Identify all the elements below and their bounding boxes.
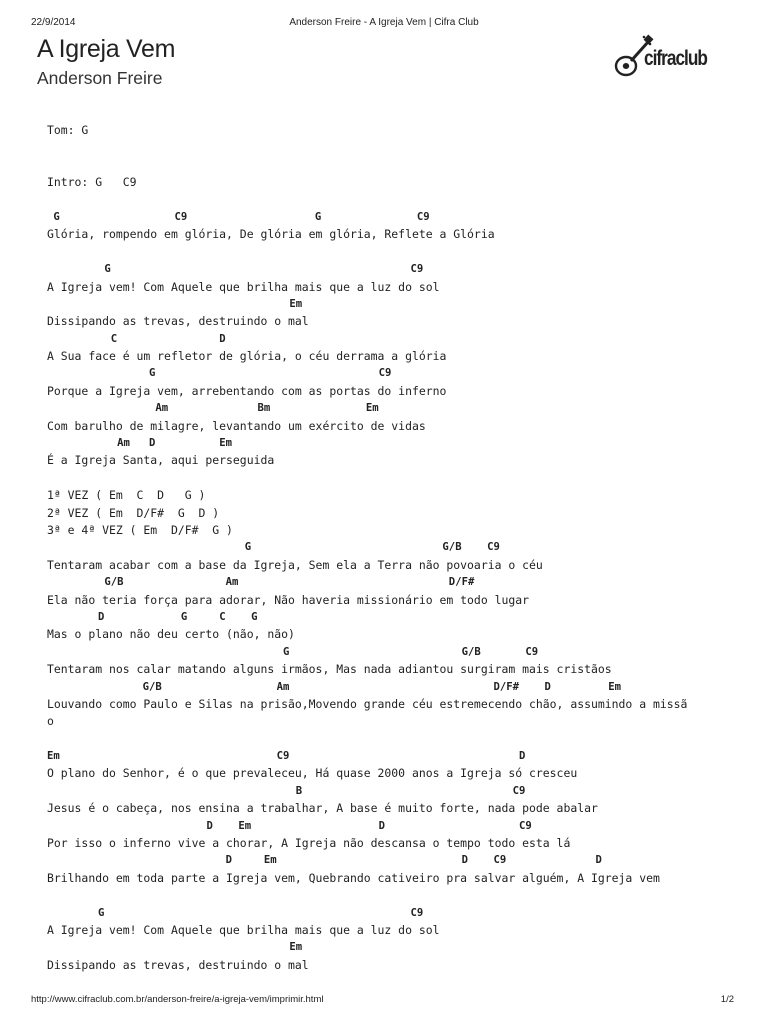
lyric-line: o: [47, 714, 54, 729]
chord-line: B C9: [47, 784, 526, 797]
lyric-line: A Igreja vem! Com Aquele que brilha mais que a luz do sol: [47, 279, 440, 294]
blank-line: [47, 157, 737, 174]
lyric-line: Intro: G C9: [47, 175, 137, 190]
lyric-line: Louvando como Paulo e Silas na prisão,Movendo grande céu estremecendo chão, assumindo a missã: [47, 696, 688, 711]
print-date: 22/9/2014: [31, 17, 76, 28]
footer-url[interactable]: http://www.cifraclub.com.br/anderson-freire/a-igreja-vem/imprimir.html: [31, 994, 324, 1005]
blank-line: [47, 470, 737, 487]
lyric-line: A Igreja vem! Com Aquele que brilha mais que a luz do sol: [47, 922, 440, 937]
chord-line: G C9 G C9: [47, 210, 430, 223]
chord-line: G/B Am D/F# D Em: [47, 680, 622, 693]
blank-line: [47, 139, 737, 156]
logo-wordmark: cifraclub: [644, 47, 707, 70]
chord-line: Em: [47, 297, 303, 310]
chord-line: Am D Em: [47, 437, 232, 450]
chord-line: G/B Am D/F#: [47, 576, 475, 589]
chord-line: Em: [47, 941, 303, 954]
lyric-line: 3ª e 4ª VEZ ( Em D/F# G ): [47, 522, 233, 537]
lyric-line: Porque a Igreja vem, arrebentando com as portas do inferno: [47, 383, 447, 398]
chord-line: G G/B C9: [47, 541, 500, 554]
chord-line: G C9: [47, 906, 424, 919]
lyric-line: Glória, rompendo em glória, De glória em glória, Reflete a Glória: [47, 227, 495, 242]
cifraclub-logo[interactable]: [614, 34, 726, 80]
chord-line: Am Bm Em: [47, 402, 379, 415]
chord-sheet: [47, 122, 737, 974]
lyric-line: A Sua face é um refletor de glória, o céu derrama a glória: [47, 349, 447, 364]
chord-line: C D: [47, 332, 226, 345]
blank-line: [47, 192, 737, 209]
lyric-line: 2ª VEZ ( Em D/F# G D ): [47, 505, 220, 520]
lyric-line: Dissipando as trevas, destruindo o mal: [47, 957, 309, 972]
song-artist: Anderson Freire: [37, 68, 163, 88]
chord-line: G C9: [47, 367, 392, 380]
lyric-line: Com barulho de milagre, levantando um exército de vidas: [47, 418, 426, 433]
lyric-line: É a Igreja Santa, aqui perseguida: [47, 453, 275, 468]
lyric-line: Por isso o inferno vive a chorar, A Igreja não descansa o tempo todo esta lá: [47, 836, 571, 851]
chord-line: D G C G: [47, 610, 258, 623]
chord-line: Em C9 D: [47, 750, 526, 763]
lyric-line: Jesus é o cabeça, nos ensina a trabalhar, A base é muito forte, nada pode abalar: [47, 801, 598, 816]
footer-page-number: 1/2: [720, 994, 734, 1005]
song-title: A Igreja Vem: [37, 35, 176, 63]
lyric-line: O plano do Senhor, é o que prevaleceu, Há quase 2000 anos a Igreja só cresceu: [47, 766, 578, 781]
lyric-line: Tom: G: [47, 123, 89, 137]
lyric-line: Ela não teria força para adorar, Não haveria missionário em todo lugar: [47, 592, 530, 607]
lyric-line: Tentaram nos calar matando alguns irmãos, Mas nada adiantou surgiram mais cristãos: [47, 662, 612, 677]
lyric-line: 1ª VEZ ( Em C D G ): [47, 488, 206, 503]
lyric-line: Tentaram acabar com a base da Igreja, Sem ela a Terra não povoaria o céu: [47, 557, 543, 572]
chord-line: G G/B C9: [47, 645, 539, 658]
chord-line: D Em D C9 D: [47, 854, 602, 867]
print-page-title: Anderson Freire - A Igreja Vem | Cifra Club: [289, 17, 479, 28]
blank-line: [47, 244, 737, 261]
blank-line: [47, 887, 737, 904]
lyric-line: Mas o plano não deu certo (não, não): [47, 627, 295, 642]
lyric-line: Brilhando em toda parte a Igreja vem, Quebrando cativeiro pra salvar alguém, A Igreja vem: [47, 870, 660, 885]
chord-line: G C9: [47, 263, 424, 276]
lyric-line: Dissipando as trevas, destruindo o mal: [47, 314, 309, 329]
chord-line: D Em D C9: [47, 819, 532, 832]
blank-line: [47, 731, 737, 748]
